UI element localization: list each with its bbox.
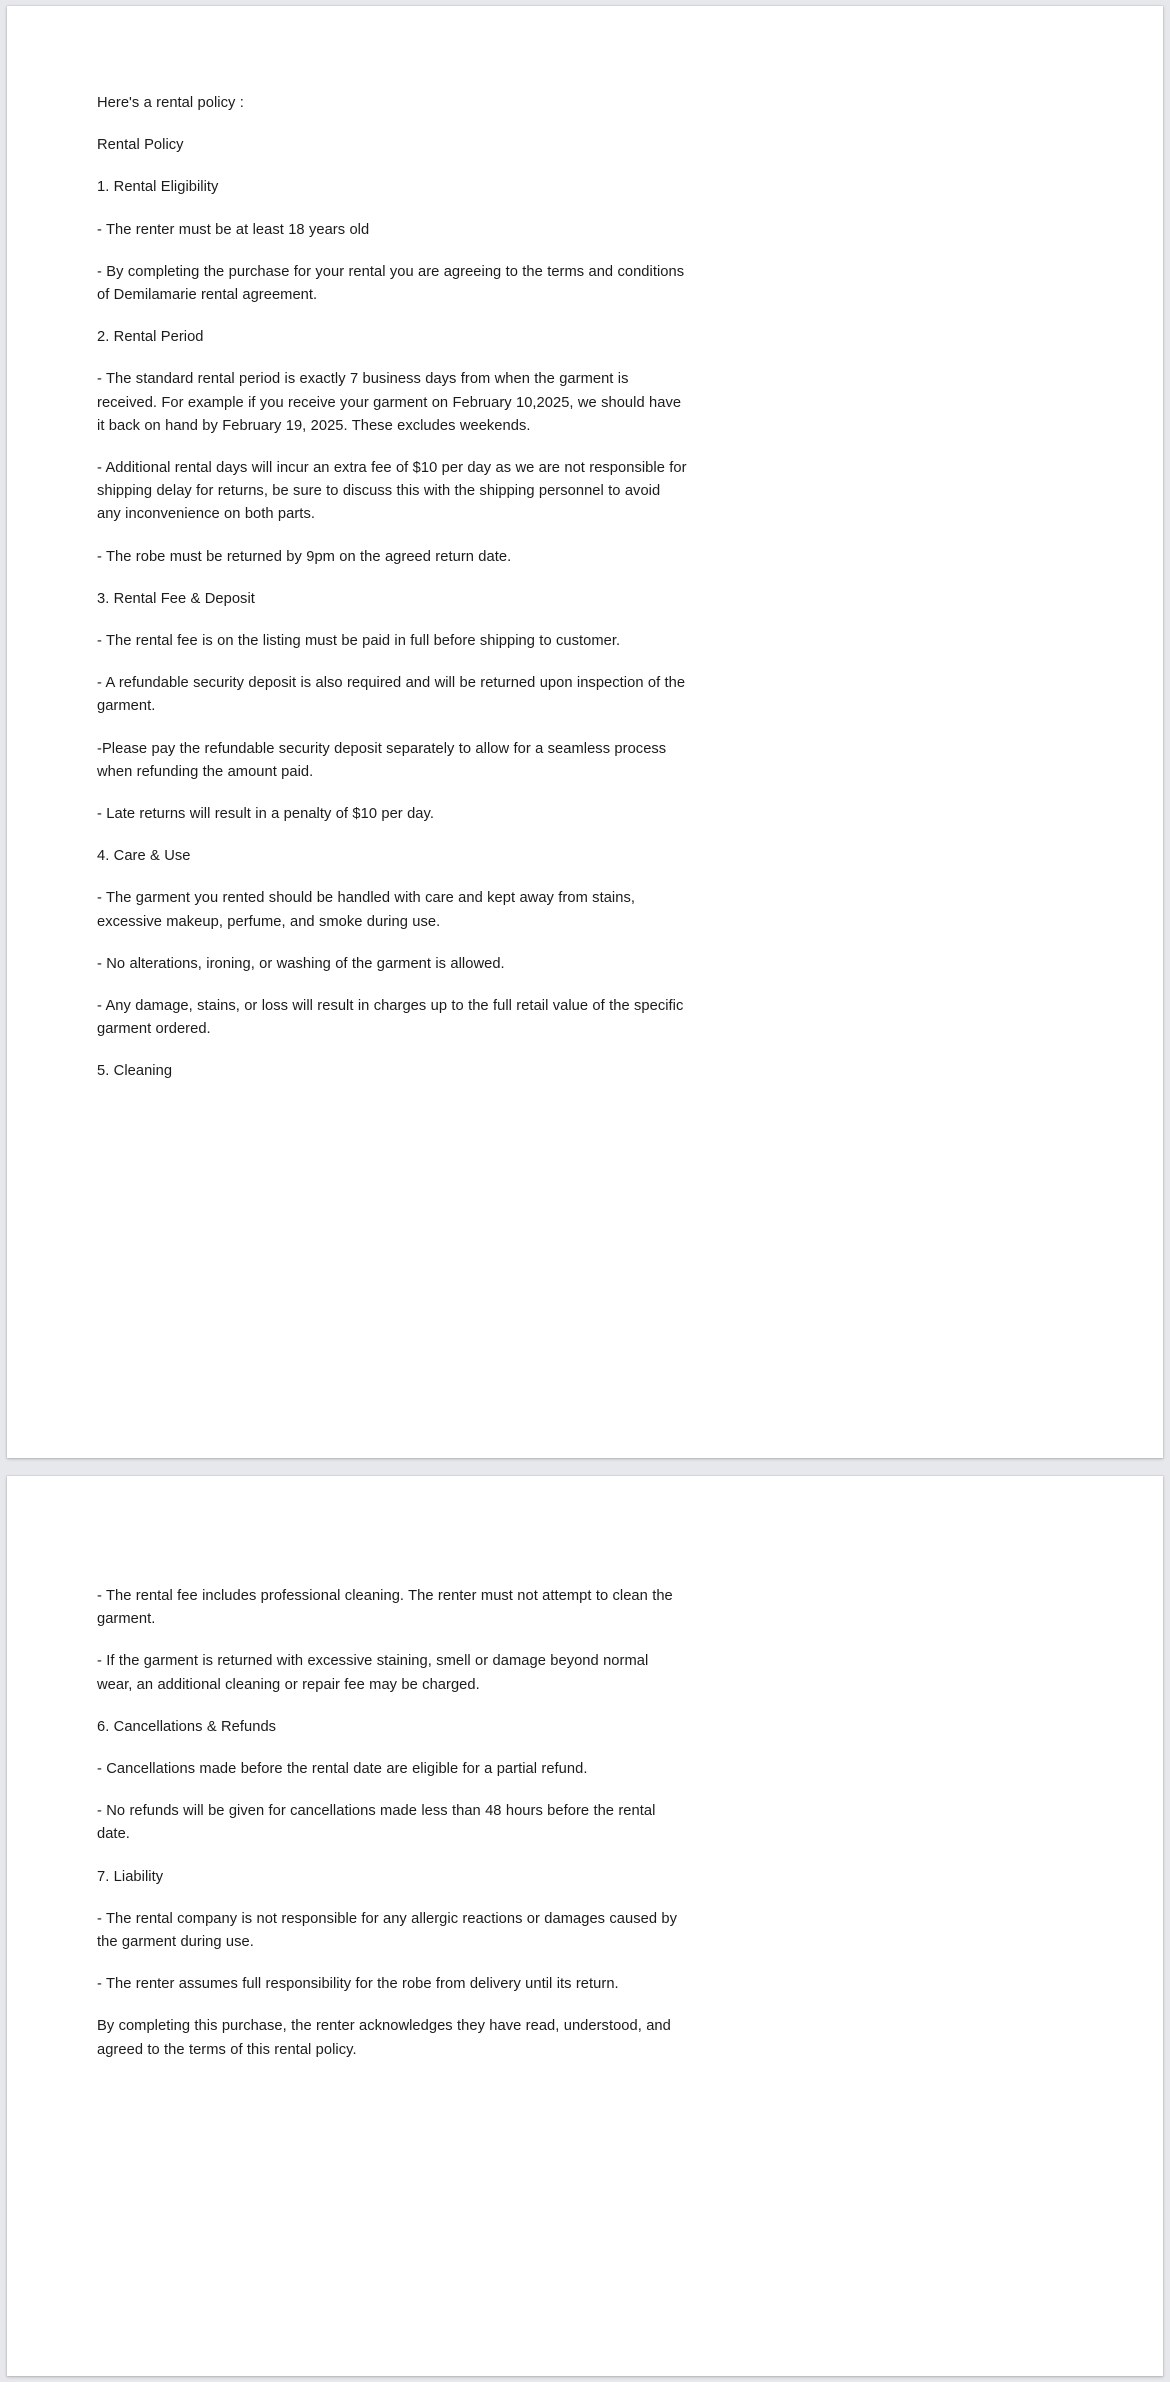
section-heading: 7. Liability [97, 1868, 164, 1885]
section-heading: 6. Cancellations & Refunds [97, 1718, 277, 1735]
section-heading: 1. Rental Eligibility [97, 179, 219, 196]
paragraph: - A refundable security deposit is also required and will be returned upon inspection of the garment. [97, 675, 686, 715]
paragraph: - Additional rental days will incur an extra fee of $10 per day as we are not responsible for shipping delay for returns, be sure to discuss this with the shipping personnel to avoid any inconvenience on both parts. [97, 460, 687, 523]
closing-paragraph: By completing this purchase, the renter acknowledges they have read, understood, and agreed to the terms of this rental policy. [97, 2018, 671, 2058]
paragraph: - The rental fee includes professional cleaning. The renter must not attempt to clean the garment. [97, 1588, 673, 1628]
section-heading: 5. Cleaning [97, 1063, 173, 1080]
paragraph: - By completing the purchase for your rental you are agreeing to the terms and conditions of Demilamarie rental agreement. [97, 263, 685, 304]
paragraph: - The standard rental period is exactly 7 business days from when the garment is received. For example if you receive your garment on February 10,2025, we should have it back on hand by February 19, 2025. These excludes weekends. [97, 371, 682, 434]
section-heading: 3. Rental Fee & Deposit [97, 590, 255, 607]
paragraph: - The robe must be returned by 9pm on the agreed return date. [97, 548, 512, 565]
paragraph: - No refunds will be given for cancellations made less than 48 hours before the rental date. [97, 1803, 656, 1843]
section-heading: 2. Rental Period [97, 329, 204, 346]
paragraph: - The garment you rented should be handled with care and kept away from stains, excessive makeup, perfume, and smoke during use. [97, 890, 635, 930]
paragraph: - If the garment is returned with excessive staining, smell or damage beyond normal wear, an additional cleaning or repair fee may be charged. [97, 1653, 649, 1693]
document-page-2 [7, 1476, 1163, 2376]
paragraph: - The rental fee is on the listing must be paid in full before shipping to customer. [97, 633, 621, 650]
paragraph: -Please pay the refundable security deposit separately to allow for a seamless process when refunding the amount paid. [97, 740, 667, 780]
paragraph: - The renter must be at least 18 years old [97, 221, 370, 238]
paragraph: Here's a rental policy : [97, 95, 244, 111]
paragraph: - Cancellations made before the rental date are eligible for a partial refund. [97, 1761, 588, 1778]
paragraph: - The renter assumes full responsibility for the robe from delivery until its return. [97, 1976, 619, 1993]
document-page-1 [7, 6, 1163, 1458]
paragraph: - No alterations, ironing, or washing of the garment is allowed. [97, 955, 505, 972]
paragraph: - Any damage, stains, or loss will result in charges up to the full retail value of the specific garment ordered. [97, 998, 684, 1038]
page-2-content [7, 1476, 1163, 2062]
paragraph: - Late returns will result in a penalty of $10 per day. [97, 806, 434, 823]
paragraph: - The rental company is not responsible for any allergic reactions or damages caused by the garment during use. [97, 1910, 677, 1951]
section-heading: 4. Care & Use [97, 848, 191, 865]
paragraph: Rental Policy [97, 137, 184, 154]
page-1-content [7, 6, 1163, 1084]
